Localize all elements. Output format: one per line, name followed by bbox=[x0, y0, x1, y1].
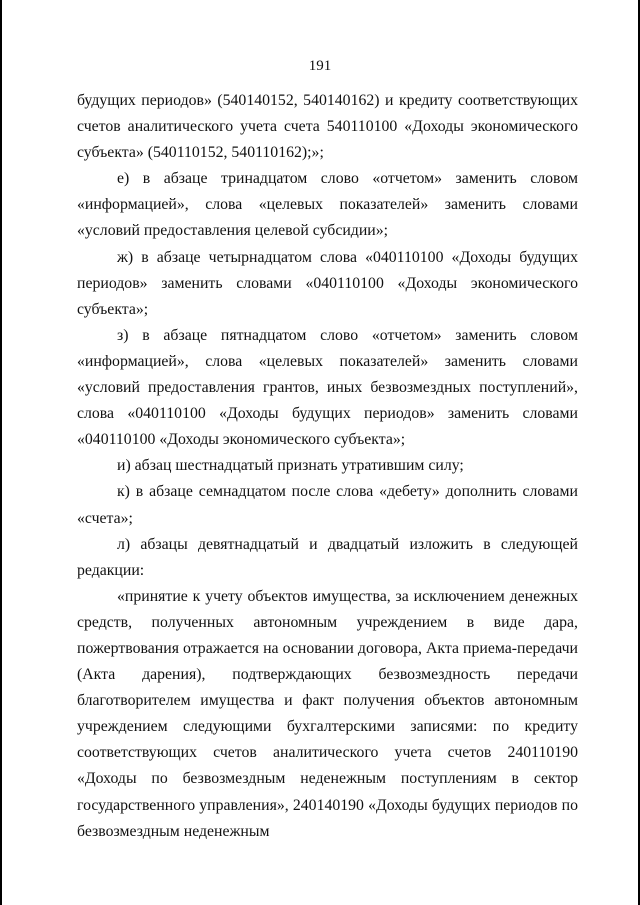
paragraph-7: л) абзацы девятнадцатый и двадцатый изложить в следующей редакции: bbox=[77, 535, 578, 579]
paragraph-5: и) абзац шестнадцатый признать утратившим силу; bbox=[117, 457, 464, 475]
page-number: 191 bbox=[308, 58, 332, 74]
paragraph-6: к) в абзаце семнадцатом после слова «дебету» дополнить словами «счета»; bbox=[77, 483, 578, 527]
paragraph-2: е) в абзаце тринадцатом слово «отчетом» заменить словом «информацией», слова «целевых показателей» заменить словами «условий предоставления целевой субсидии»; bbox=[77, 170, 578, 240]
paragraph-1: будущих периодов» (540140152, 540140162) и кредиту соответствующих счетов аналитического учета счета 540110100 «Доходы экономического субъекта» (540110152, 540110162);»; bbox=[77, 92, 578, 162]
paragraph-3: ж) в абзаце четырнадцатом слова «040110100 «Доходы будущих периодов» заменить словами «040110100 «Доходы экономического субъекта»; bbox=[77, 248, 578, 318]
scan-border-left bbox=[0, 0, 2, 905]
paragraph-8: «принятие к учету объектов имущества, за исключением денежных средств, полученных автономным учреждением в виде дара, пожертвования отражается на основании договора, Акта приема-передачи (Акта дарения), подтверждающих безвозмездность передачи благотворителем имущества и факт получения объектов автономным учреждением следующими бухгалтерскими записями: по кредиту соответствующих счетов аналитического учета счетов 240110190 «Доходы по безвозмездным неденежным поступлениям в сектор государственного управления», 240140190 «Доходы будущих периодов по безвозмездным неденежным bbox=[77, 587, 578, 840]
paragraph-4: з) в абзаце пятнадцатом слово «отчетом» заменить словом «информацией», слова «целевых показателей» заменить словами «условий предоставления грантов, иных безвозмездных поступлений», слова «040110100 «Доходы будущих периодов» заменить словами «040110100 «Доходы экономического субъекта»; bbox=[77, 326, 578, 449]
document-body bbox=[77, 88, 578, 845]
